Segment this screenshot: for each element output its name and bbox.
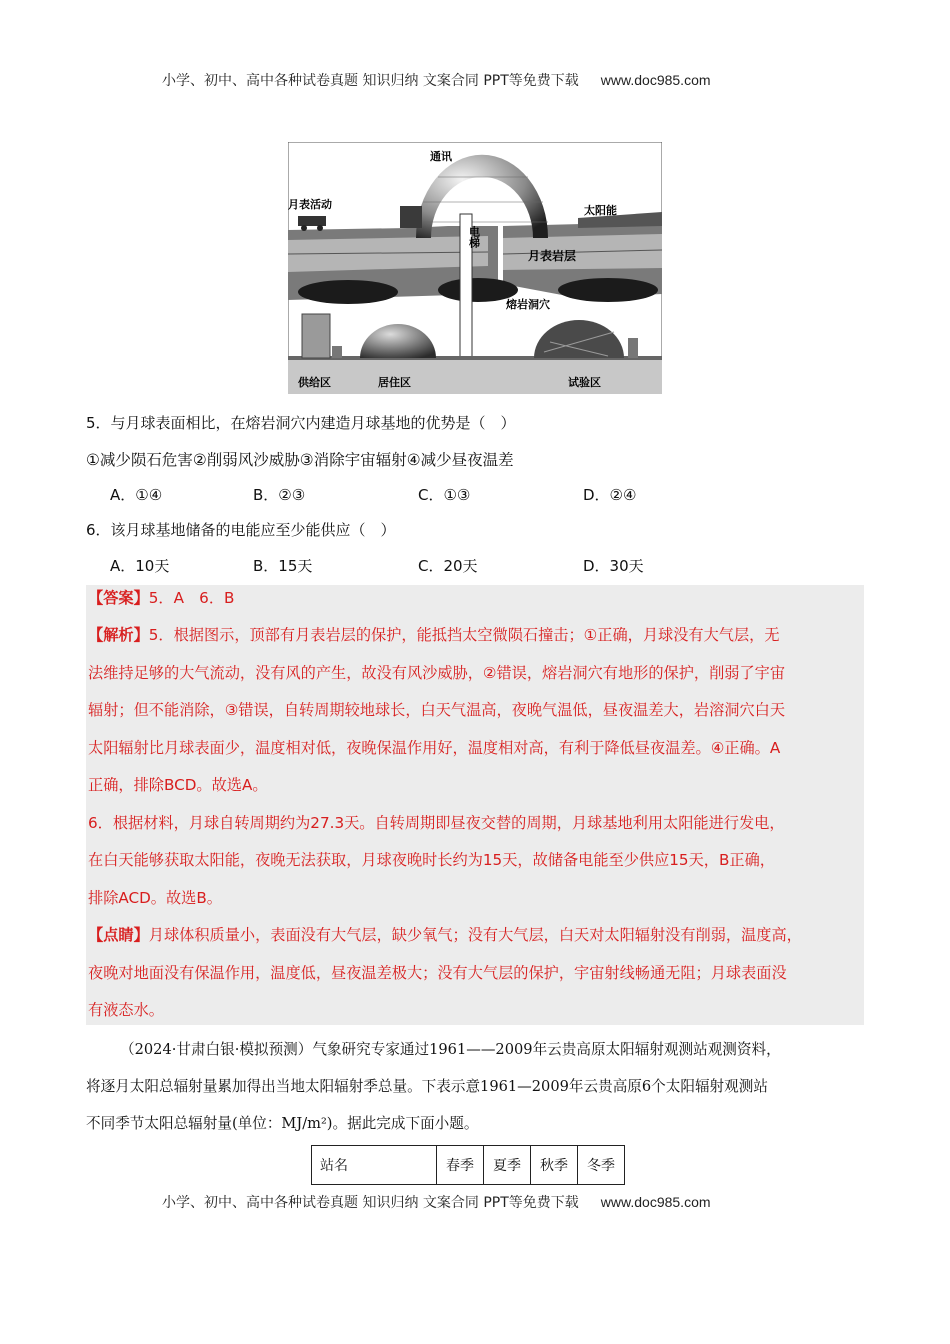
analysis-line-4: 太阳辐射比月球表面少，温度相对低，夜晚保温作用好，温度相对高，有利于降低昼夜温差。④正确。A — [88, 739, 781, 757]
label-test: 试验区 — [568, 376, 601, 389]
footer-url[interactable]: www.doc985.com — [600, 1194, 711, 1210]
label-solar: 太阳能 — [584, 204, 617, 217]
th-autumn: 秋季 — [531, 1146, 578, 1185]
page-footer — [162, 1192, 711, 1212]
answer-line — [88, 580, 234, 618]
note-line-2: 夜晚对地面没有保温作用，温度低，昼夜温差极大；没有大气层的保护，宇宙射线畅通无阻；月球表面没 — [88, 964, 787, 982]
lunar-base-figure — [288, 142, 662, 394]
lunar-base-diagram — [288, 142, 662, 394]
analysis-line-2: 法维持足够的大气流动，没有风的产生，故没有风沙威胁，②错误，熔岩洞穴有地形的保护，削弱了宇宙 — [88, 664, 786, 682]
passage-line-2: 将逐月太阳总辐射量累加得出当地太阳辐射季总量。下表示意1961—2009年云贵高原6个太阳辐射观测站 — [86, 1078, 768, 1095]
note-tag: 【点睛】 — [88, 926, 149, 944]
table-header-row — [312, 1146, 625, 1185]
label-living: 居住区 — [378, 376, 411, 389]
q5-option-c[interactable]: C．①③ — [418, 486, 471, 504]
q5-stem: 5．与月球表面相比，在熔岩洞穴内建造月球基地的优势是（ ） — [86, 414, 516, 432]
label-surface-activity: 月表活动 — [288, 198, 332, 211]
analysis-line-3: 辐射；但不能消除，③错误，自转周期较地球长，白天气温高，夜晚气温低，昼夜温差大，岩溶洞穴白天 — [88, 701, 786, 719]
answer-text: 5．A 6．B — [148, 589, 235, 607]
q6-option-a[interactable]: A．10天 — [110, 557, 170, 575]
passage-line-1: （2024·甘肃白银·模拟预测）气象研究专家通过1961——2009年云贵高原太阳辐射观测站观测资料， — [120, 1041, 781, 1058]
note-line-3: 有液态水。 — [88, 1001, 164, 1019]
label-lava-cave: 熔岩洞穴 — [506, 298, 550, 311]
label-rock-layer: 月表岩层 — [528, 249, 577, 263]
q6-analysis-line-2: 在白天能够获取太阳能，夜晚无法获取，月球夜晚时长约为15天，故储备电能至少供应15天，B正确， — [88, 851, 775, 869]
th-station: 站名 — [312, 1146, 437, 1185]
passage-line-3: 不同季节太阳总辐射量(单位：MJ/m²)。据此完成下面小题。 — [86, 1115, 479, 1132]
th-winter: 冬季 — [578, 1146, 625, 1185]
q5-option-b[interactable]: B．②③ — [253, 486, 306, 504]
footer-text: 小学、初中、高中各种试卷真题 知识归纳 文案合同 PPT等免费下载 — [162, 1195, 579, 1211]
analysis-line-1 — [88, 617, 780, 655]
page-header — [162, 70, 711, 90]
analysis-text-1: 5．根据图示，顶部有月表岩层的保护，能抵挡太空微陨石撞击；①正确，月球没有大气层，无 — [148, 626, 780, 644]
q6-analysis-line-3: 排除ACD。故选B。 — [88, 889, 222, 907]
q6-stem: 6．该月球基地储备的电能应至少能供应（ ） — [86, 521, 396, 539]
answer-tag: 【答案】 — [88, 589, 149, 607]
th-spring: 春季 — [437, 1146, 484, 1185]
q6-analysis-line-1: 6．根据材料，月球自转周期约为27.3天。自转周期即昼夜交替的周期，月球基地利用太阳能进行发电， — [88, 814, 785, 832]
analysis-tag: 【解析】 — [88, 626, 149, 644]
q5-option-a[interactable]: A．①④ — [110, 486, 163, 504]
th-summer: 夏季 — [484, 1146, 531, 1185]
note-line-1 — [88, 917, 802, 955]
label-supply: 供给区 — [298, 376, 331, 389]
label-comm: 通讯 — [430, 150, 452, 163]
q6-option-d[interactable]: D．30天 — [583, 557, 644, 575]
radiation-table — [311, 1145, 625, 1185]
label-elevator: 电梯 — [467, 226, 481, 248]
q6-option-b[interactable]: B．15天 — [253, 557, 313, 575]
q5-option-d[interactable]: D．②④ — [583, 486, 637, 504]
analysis-line-5: 正确，排除BCD。故选A。 — [88, 776, 268, 794]
header-url[interactable]: www.doc985.com — [600, 72, 711, 88]
q6-option-c[interactable]: C．20天 — [418, 557, 478, 575]
note-text-1: 月球体积质量小，表面没有大气层，缺少氧气；没有大气层，白天对太阳辐射没有削弱，温度高， — [148, 926, 802, 944]
q5-items: ①减少陨石危害②削弱风沙威胁③消除宇宙辐射④减少昼夜温差 — [86, 451, 514, 469]
header-text: 小学、初中、高中各种试卷真题 知识归纳 文案合同 PPT等免费下载 — [162, 73, 579, 89]
